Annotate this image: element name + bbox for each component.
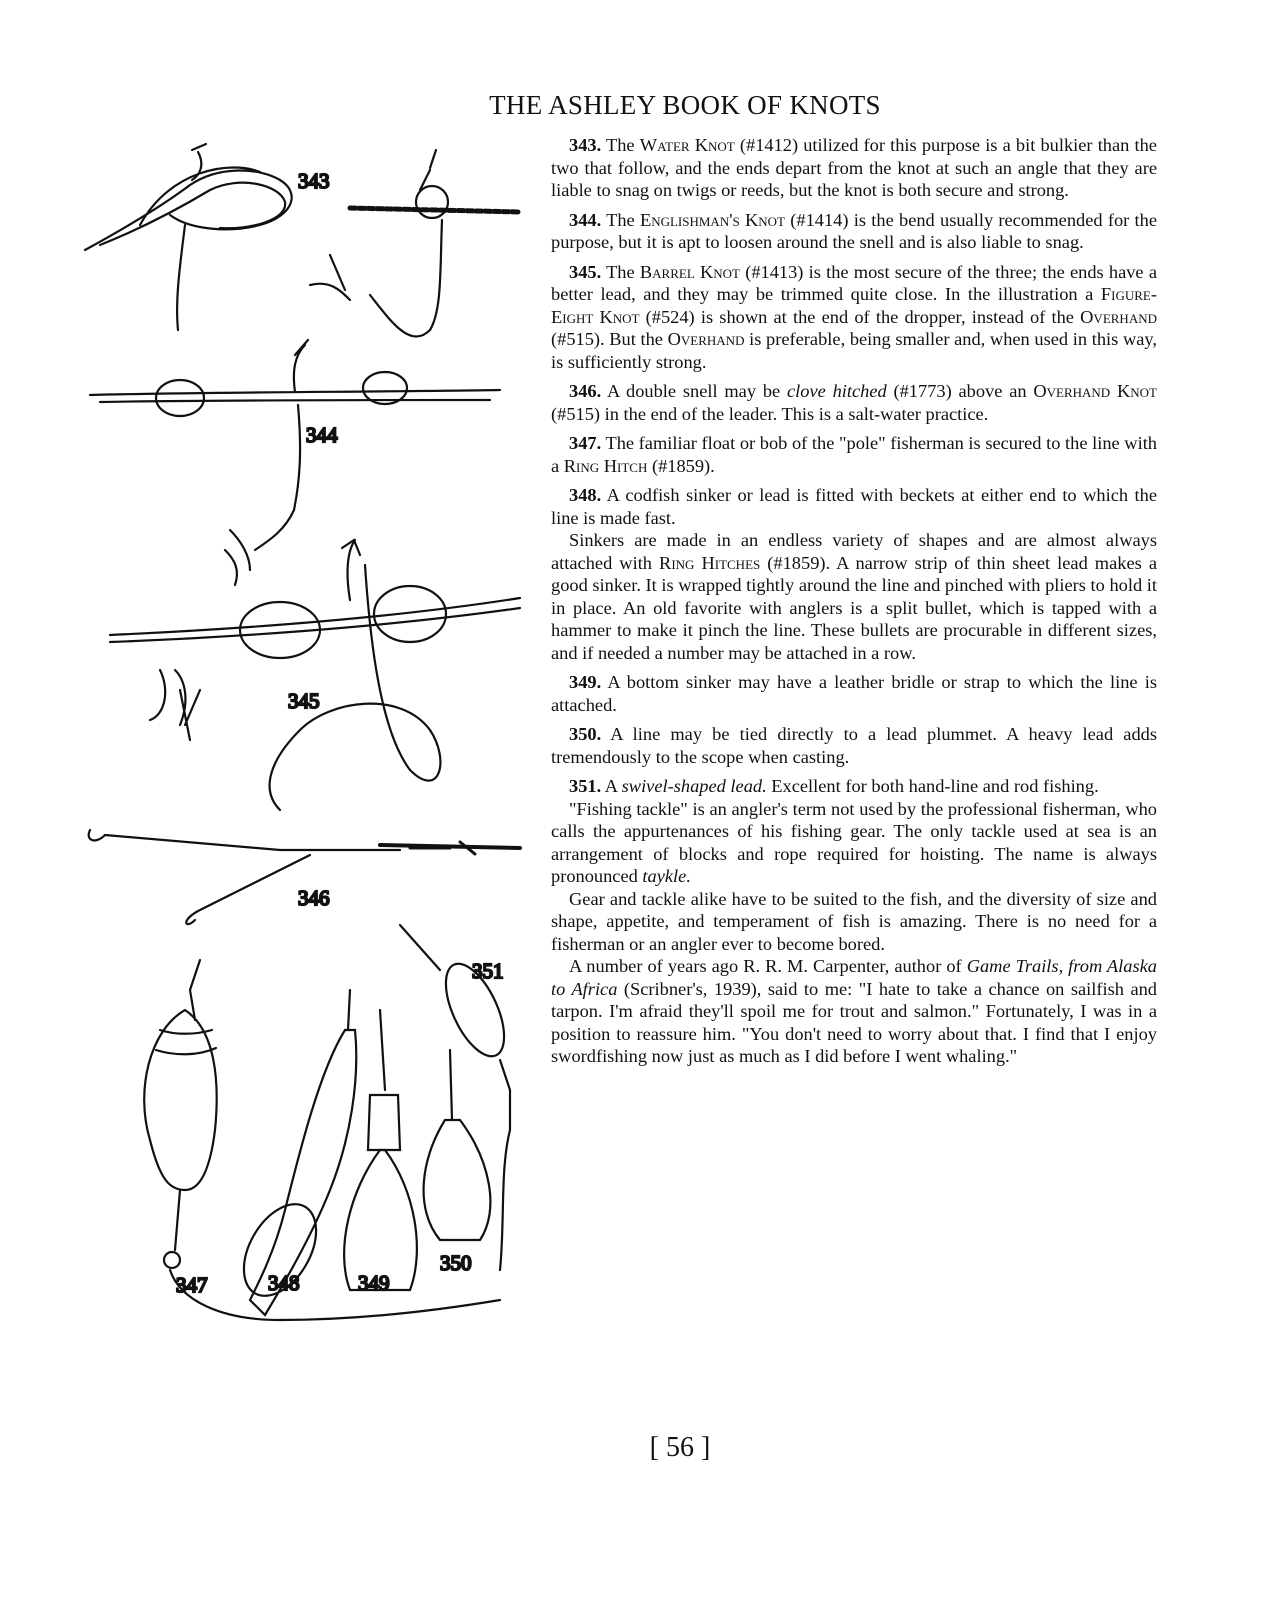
- paragraph-349: 349. A bottom sinker may have a leather bridle or strap to which the line is attached.: [551, 672, 1157, 715]
- paragraph-343: 343. The Water Knot (#1412) utilized for this purpose is a bit bulkier than the two that follow, and the ends depart from the knot at such an angle that they are liable to snag on twigs or reeds, but the knot is both secure and strong.: [551, 135, 1157, 200]
- paragraph-350: 350. A line may be tied directly to a lead plummet. A heavy lead adds tremendously to the scope when casting.: [551, 724, 1157, 767]
- knot-illustrations: [80, 130, 540, 1350]
- paragraph-gear: Gear and tackle alike have to be suited to the fish, and the diversity of size and shape, appetite, and temperament of fish is amazing. There is no need for a fisherman or an angler ever to become bored.: [551, 888, 1157, 954]
- paragraph-344: 344. The Englishman's Knot (#1414) is the bend usually recommended for the purpose, but it is apt to loosen around the snell and is also liable to snag.: [551, 209, 1157, 252]
- fig-label-349: 349: [358, 1271, 390, 1295]
- page-number: [ 56 ]: [649, 1432, 711, 1463]
- fig-label-345: 345: [288, 689, 320, 713]
- page-title: THE ASHLEY BOOK OF KNOTS: [489, 90, 881, 120]
- fig-label-348: 348: [268, 1271, 300, 1295]
- figure-350: [424, 1050, 491, 1240]
- paragraph-tackle: "Fishing tackle" is an angler's term not used by the professional fisherman, who calls the appurtenances of his fishing gear. The only tackle used at sea is an arrangement of blocks and rope required for hoisting. The name is always pronounced taykle.: [551, 798, 1157, 886]
- figure-345: [110, 540, 520, 810]
- fig-label-344: 344: [306, 423, 338, 447]
- fig-label-346: 346: [298, 886, 330, 910]
- figure-348: [229, 990, 356, 1315]
- fig-label-350: 350: [440, 1251, 472, 1275]
- figure-346: [89, 830, 520, 924]
- fig-label-343: 343: [298, 169, 330, 193]
- paragraph-348: 348. A codfish sinker or lead is fitted with beckets at either end to which the line is made fast.: [551, 485, 1157, 528]
- fig-label-347: 347: [176, 1273, 208, 1297]
- paragraph-346: 346. A double snell may be clove hitched (#1773) above an Overhand Knot (#515) in the end of the leader. This is a salt-water practice.: [551, 381, 1157, 424]
- fig-label-351: 351: [472, 959, 504, 983]
- body-text: [551, 134, 1157, 1075]
- paragraph-345: 345. The Barrel Knot (#1413) is the most secure of the three; the ends have a better lead, and they may be trimmed quite close. In the illustration a Figure-Eight Knot (#524) is shown at the end of the dropper, instead of the Overhand (#515). But the Overhand is preferable, being smaller and, when used in this way, is sufficiently strong.: [551, 261, 1157, 372]
- figure-344: [90, 340, 500, 585]
- paragraph-sinkers: Sinkers are made in an endless variety of shapes and are almost always attached with Ring Hitches (#1859). A narrow strip of thin sheet lead makes a good sinker. It is wrapped tightly around the line and pinched with pliers to hold it in place. An old favorite with anglers is a split bullet, which is tapped with a hammer to make it pinch the line. These bullets are procurable in different sizes, and if needed a number may be attached in a row.: [551, 530, 1157, 663]
- figure-349: [344, 1010, 417, 1290]
- paragraph-carpenter: A number of years ago R. R. M. Carpenter, author of Game Trails, from Alaska to Africa (Scribner's, 1939), said to me: "I hate to take a chance on sailfish and tarpon. I'm afraid they'll spoil me for trout and salmon." Fortunately, I was in a position to reassure him. "You don't need to worry about that. I find that I enjoy swordfishing now just as much as I did before I went whaling.": [551, 956, 1157, 1066]
- paragraph-351: 351. A swivel-shaped lead. Excellent for both hand-line and rod fishing.: [569, 776, 1099, 796]
- paragraph-347: 347. The familiar float or bob of the "pole" fisherman is secured to the line with a Ring Hitch (#1859).: [551, 433, 1157, 476]
